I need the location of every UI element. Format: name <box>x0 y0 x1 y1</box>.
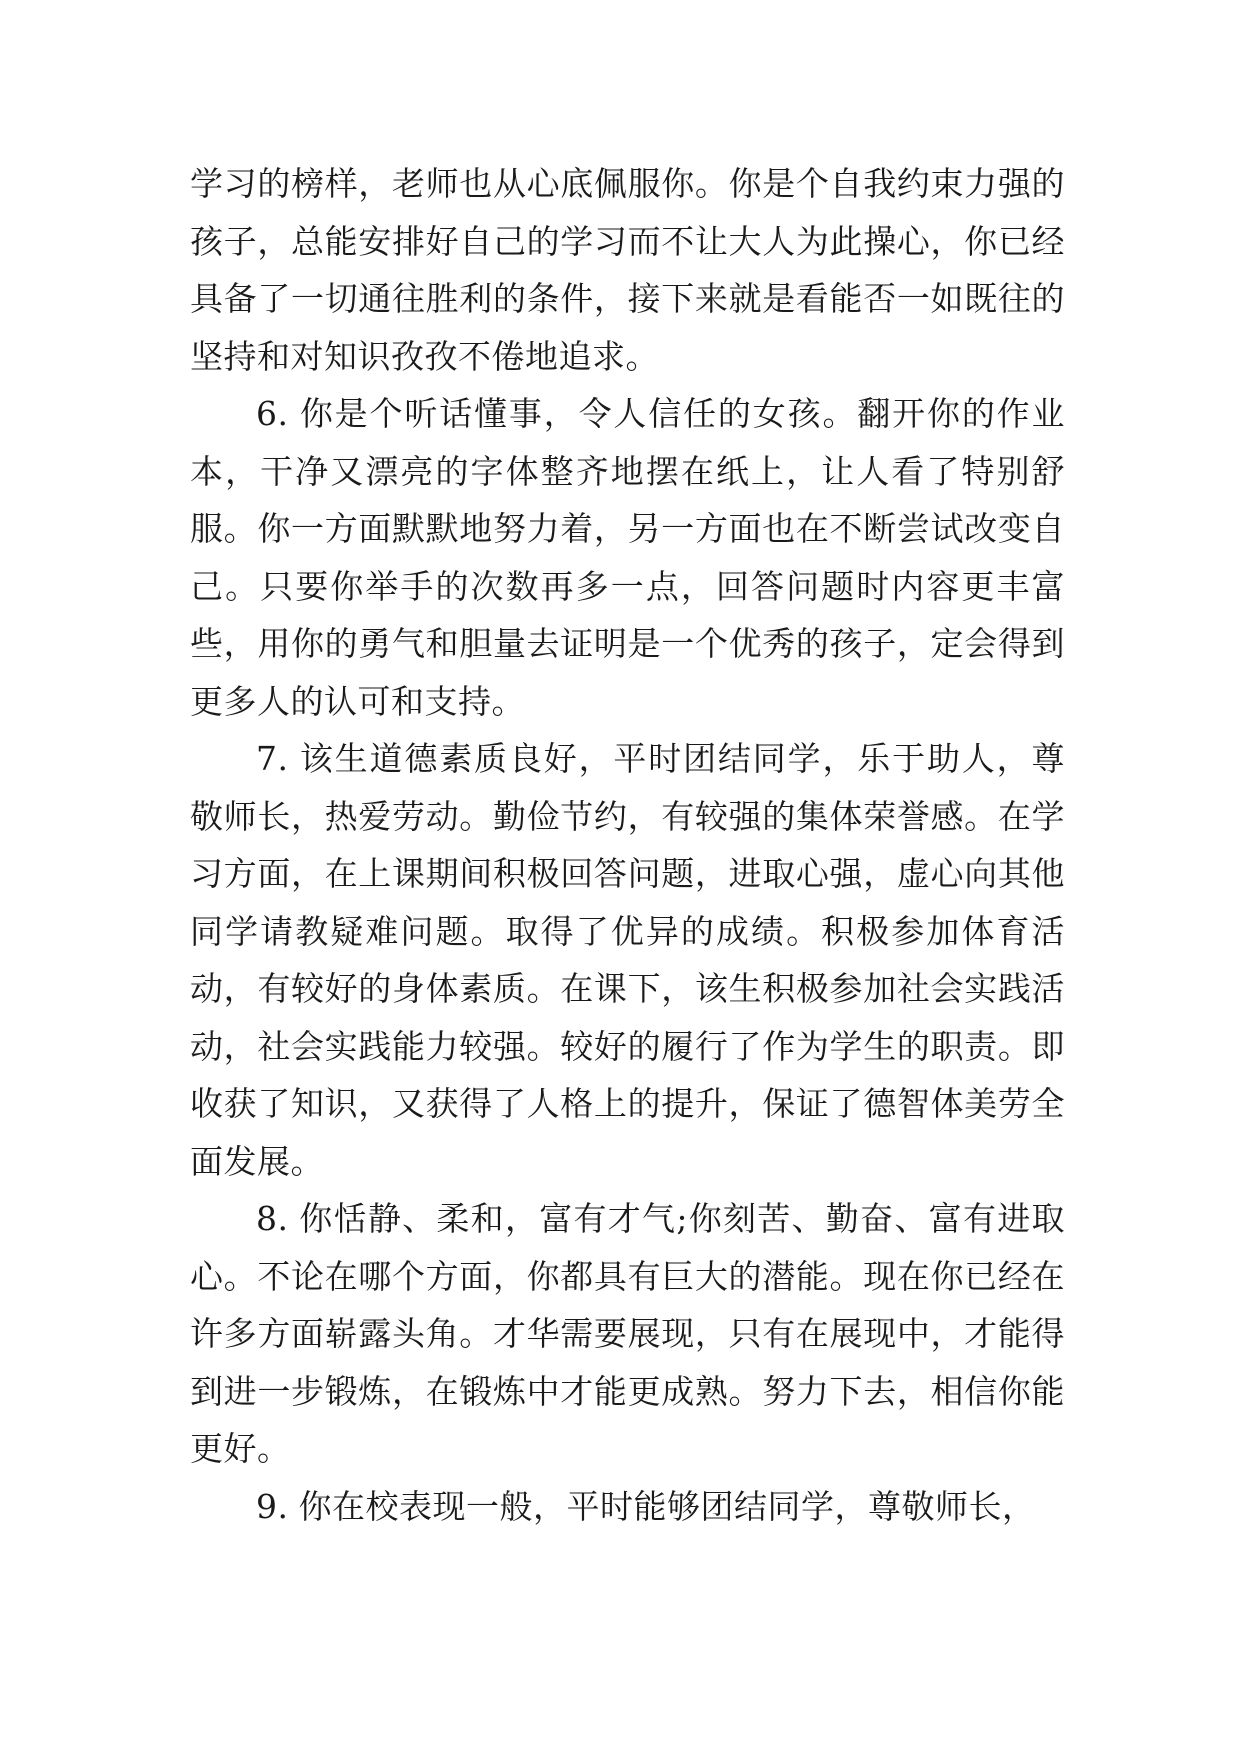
document-body <box>190 155 1065 1535</box>
paragraph-continued <box>190 155 1065 385</box>
paragraph-9 <box>190 1478 1065 1536</box>
paragraph-text: 该生道德素质良好，平时团结同学，乐于助人，尊敬师长，热爱劳动。勤俭节约，有较强的集体荣誉感。在学习方面，在上课期间积极回答问题，进取心强，虚心向其他同学请教疑难问题。取得了优异的成绩。积极参加体育活动，有较好的身体素质。在课下，该生积极参加社会实践活动，社会实践能力较强。较好的履行了作为学生的职责。即收获了知识，又获得了人格上的提升，保证了德智体美劳全面发展。 <box>190 739 1065 1181</box>
paragraph-text: 你恬静、柔和，富有才气;你刻苦、勤奋、富有进取心。不论在哪个方面，你都具有巨大的潜能。现在你已经在许多方面崭露头角。才华需要展现，只有在展现中，才能得到进一步锻炼，在锻炼中才能更成熟。努力下去，相信你能更好。 <box>190 1199 1065 1468</box>
paragraph-text: 学习的榜样，老师也从心底佩服你。你是个自我约束力强的孩子，总能安排好自己的学习而不让大人为此操心，你已经具备了一切通往胜利的条件，接下来就是看能否一如既往的坚持和对知识孜孜不倦地追求。 <box>190 164 1065 376</box>
paragraph-text: 你是个听话懂事，令人信任的女孩。翻开你的作业本，干净又漂亮的字体整齐地摆在纸上，让人看了特别舒服。你一方面默默地努力着，另一方面也在不断尝试改变自己。只要你举手的次数再多一点，回答问题时内容更丰富些，用你的勇气和胆量去证明是一个优秀的孩子，定会得到更多人的认可和支持。 <box>190 394 1065 721</box>
paragraph-number: 7. <box>256 739 289 778</box>
paragraph-7 <box>190 730 1065 1190</box>
paragraph-text: 你在校表现一般，平时能够团结同学，尊敬师长， <box>298 1486 1036 1526</box>
paragraph-number: 6. <box>256 394 289 433</box>
paragraph-number: 9. <box>256 1486 289 1526</box>
paragraph-number: 8. <box>256 1199 289 1238</box>
paragraph-6 <box>190 385 1065 730</box>
paragraph-8 <box>190 1190 1065 1478</box>
